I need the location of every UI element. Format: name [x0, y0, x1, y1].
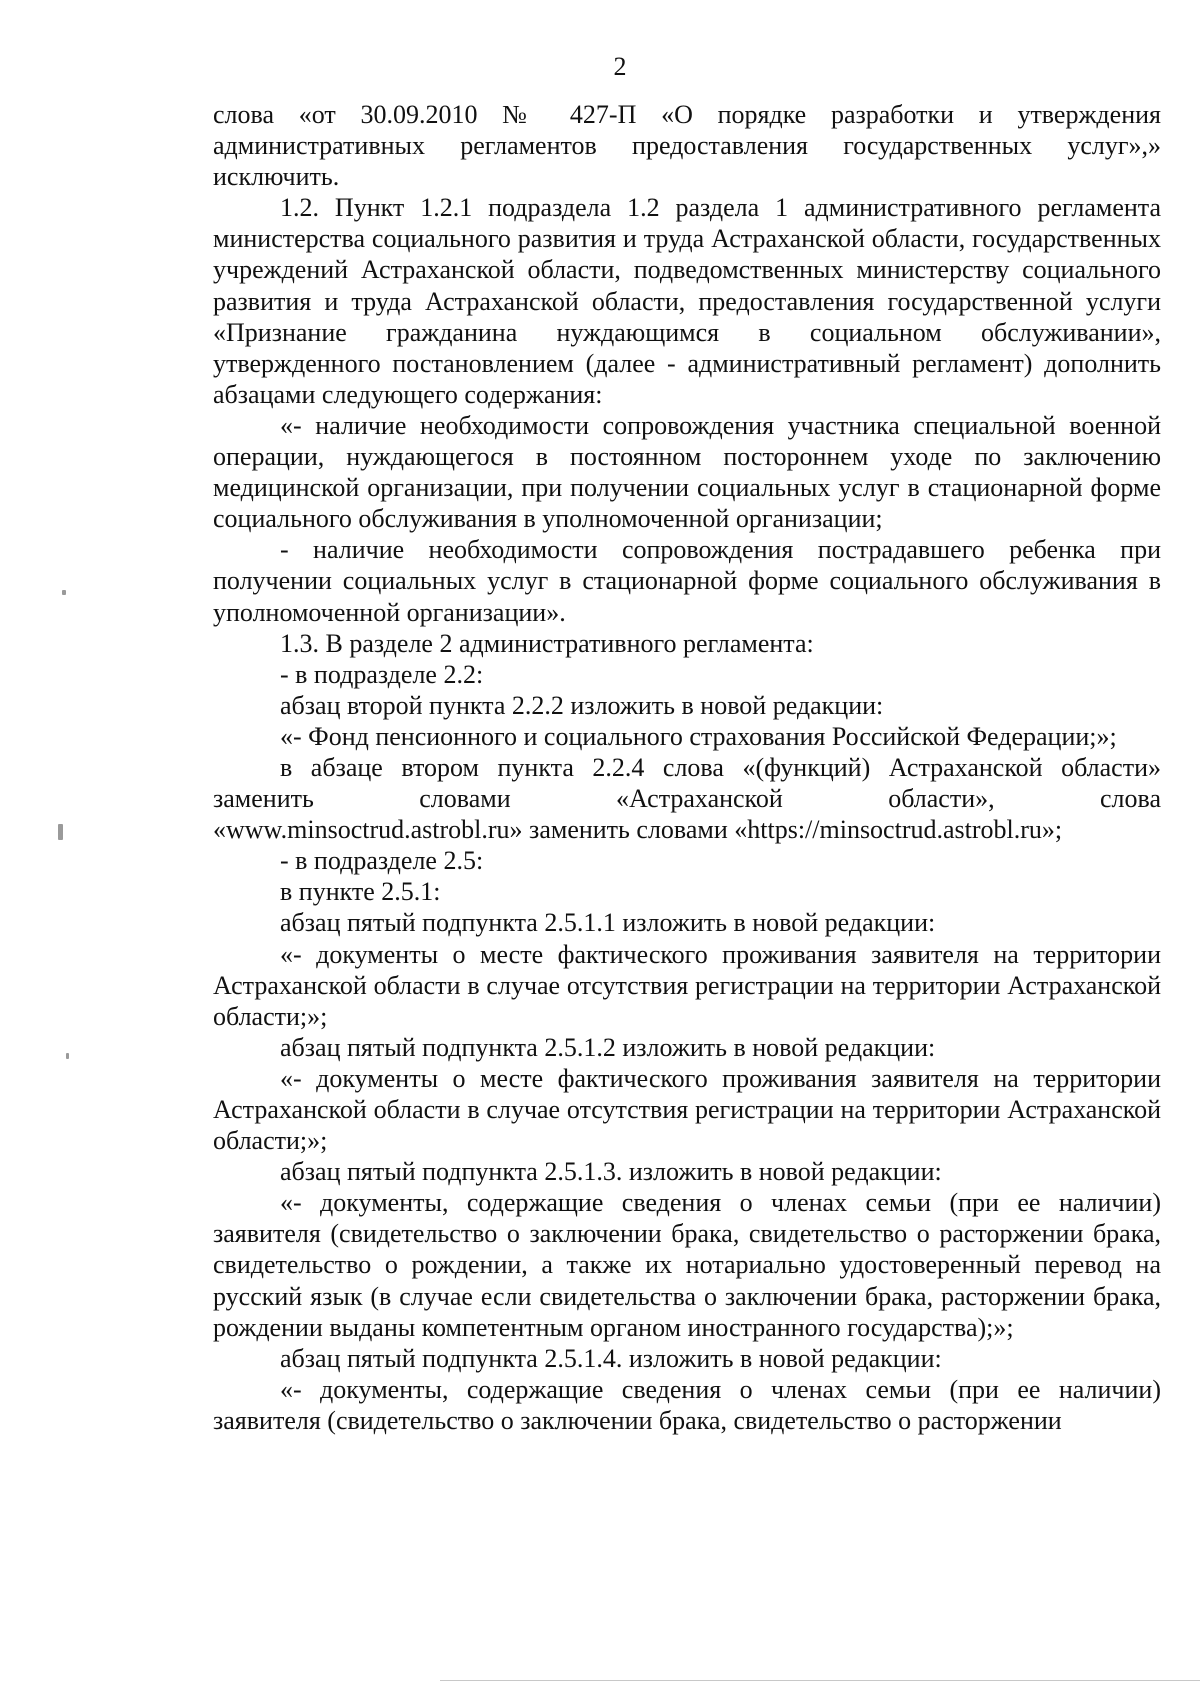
paragraph: в абзаце втором пункта 2.2.4 слова «(функций) Астраханской области» заменить словами «Астраханской области», слова	[213, 752, 1161, 814]
paragraph: - в подразделе 2.5:	[280, 846, 484, 876]
scan-speck	[58, 824, 63, 840]
paragraph: «- документы, содержащие сведения о членах семьи (при ее наличии) заявителя (свидетельство о заключении брака, свидетельство о расторжении	[213, 1374, 1161, 1435]
paragraph: абзац пятый подпункта 2.5.1.2 изложить в новой редакции:	[280, 1032, 936, 1062]
paragraph: «- документы о месте фактического проживания заявителя на территории Астраханской области в случае отсутствия регистрации на территории Астраханской области;»;	[213, 1063, 1161, 1156]
paragraph: абзац пятый подпункта 2.5.1.4. изложить в новой редакции:	[280, 1343, 942, 1373]
scan-speck	[62, 590, 66, 595]
page-number: 2	[613, 52, 627, 81]
paragraph: 1.3. В разделе 2 административного регламента:	[280, 628, 814, 658]
scan-edge-line	[440, 1680, 1200, 1681]
paragraph: в пункте 2.5.1:	[280, 877, 441, 907]
paragraph: абзац второй пункта 2.2.2 изложить в новой редакции:	[280, 690, 884, 720]
paragraph: «- документы о месте фактического проживания заявителя на территории Астраханской области в случае отсутствия регистрации на территории Астраханской области;»;	[213, 939, 1161, 1031]
paragraph: - наличие необходимости сопровождения пострадавшего ребенка при получении социальных услуг в стационарной форме социального обслуживания в уполномоченной организации».	[213, 535, 1161, 627]
paragraph: «- документы, содержащие сведения о членах семьи (при ее наличии) заявителя (свидетельство о заключении брака, свидетельство о расторжении брака, свидетельство о рождении, а также их нотариально удостоверенный перевод на русский язык (в случае если свидетельства о заключении брака, расторжении брака, рождении выданы компетентным органом иностранного государства);»;	[213, 1188, 1161, 1342]
paragraph-continuation: «www.minsoctrud.astrobl.ru» заменить словами «https://minsoctrud.astrobl.ru»;	[213, 815, 1063, 845]
scan-speck	[66, 1053, 69, 1059]
paragraph: слова «от 30.09.2010 № 427-П «О порядке разработки и утверждения административных регламентов предоставления государственных услуг»,» исключить.	[213, 100, 1161, 192]
paragraph: абзац пятый подпункта 2.5.1.3. изложить в новой редакции:	[280, 1157, 942, 1187]
paragraph: «- Фонд пенсионного и социального страхования Российской Федерации;»;	[280, 721, 1117, 751]
paragraph: 1.2. Пункт 1.2.1 подраздела 1.2 раздела 1 административного регламента министерства социального развития и труда Астраханской области, государственных учреждений Астраханской области, подведомственных министерству социального развития и труда Астраханской области, предоставления государственной услуги «Признание гражданина нуждающимся в социальном обслуживании», утвержденного постановлением (далее - административный регламент) дополнить абзацами следующего содержания:	[213, 193, 1161, 409]
document-body	[213, 99, 1161, 1436]
paragraph: «- наличие необходимости сопровождения участника специальной военной операции, нуждающегося в постоянном постороннем уходе по заключению медицинской организации, при получении социальных услуг в стационарной форме социального обслуживания в уполномоченной организации;	[213, 410, 1161, 534]
paragraph: - в подразделе 2.2:	[280, 659, 484, 689]
paragraph: абзац пятый подпункта 2.5.1.1 изложить в новой редакции:	[280, 908, 936, 938]
